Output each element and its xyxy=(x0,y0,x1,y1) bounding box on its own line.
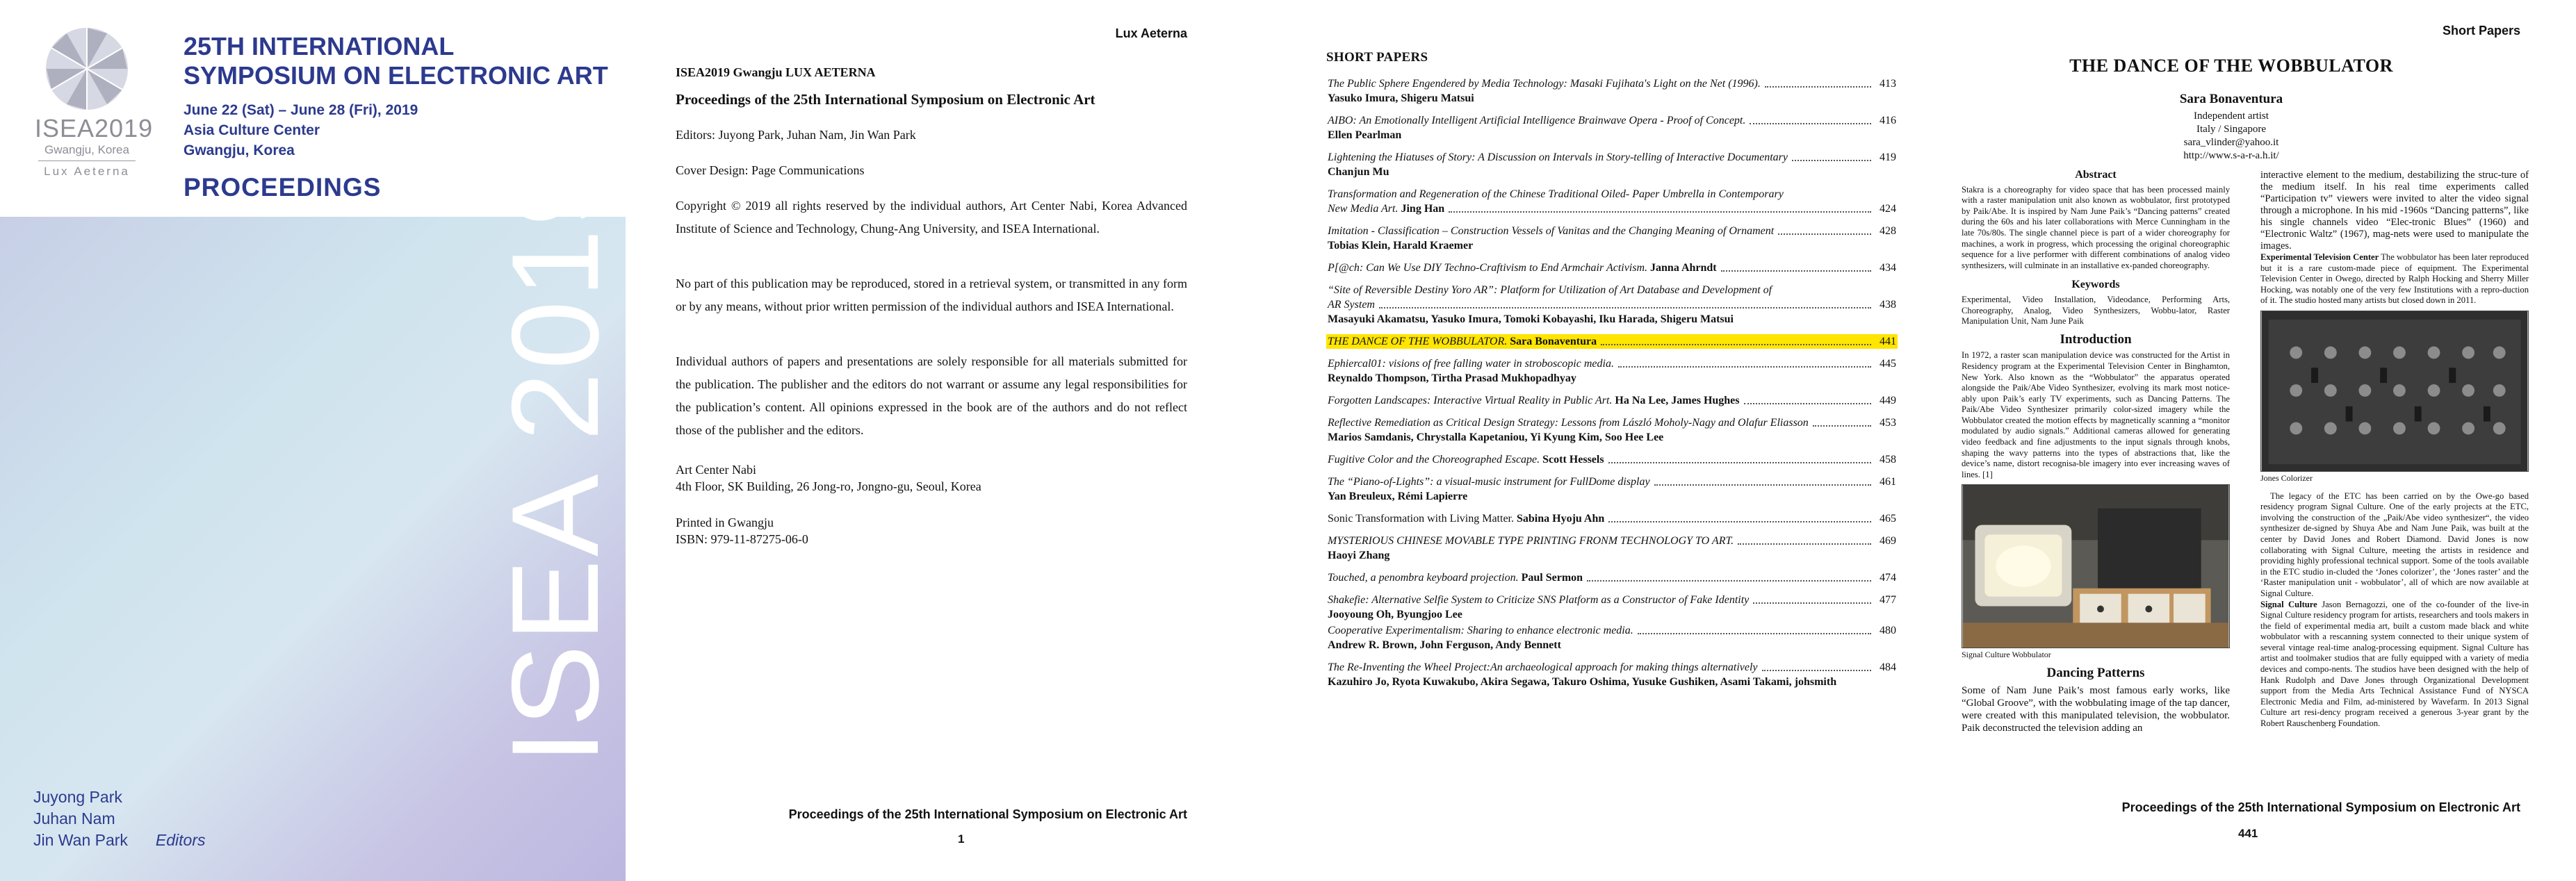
toc-leader-dots xyxy=(1618,366,1871,368)
cover-design-line: Cover Design: Page Communications xyxy=(676,163,865,177)
toc-entry[interactable] xyxy=(1326,393,1898,408)
cover-venue: Asia Culture Center xyxy=(184,122,320,138)
toc-entry-title: AR System xyxy=(1328,299,1375,311)
paper-page xyxy=(1898,0,2576,881)
contents-page xyxy=(1265,0,1898,881)
toc-leader-dots xyxy=(1762,670,1871,671)
toc-entry-author: Paul Sermon xyxy=(1521,572,1583,584)
photo-caption: Signal Culture Wobbulator xyxy=(1962,650,2051,660)
isea-logo xyxy=(35,25,154,179)
cover-big-year: ISEA 2019 xyxy=(486,154,624,764)
running-header: Lux Aeterna xyxy=(1115,26,1187,40)
responsibility-notice: Individual authors of papers and presentations are solely responsible for all materials submitted for the publication. The publisher and the editors do not warrant or assume any legal responsibilities for the publication’s content. All opinions expressed in the book are of the authors and do not reflect those of the publisher and the editors. xyxy=(676,354,1187,437)
toc-entry-title-line: Transformation and Regeneration of the Chinese Traditional Oiled- Paper Umbrella in Contemporary xyxy=(1328,188,1784,200)
toc-entry[interactable] xyxy=(1326,511,1898,526)
introduction-text: In 1972, a raster scan manipulation device was constructed for the Artist in Residency program at the Experimental Television Center in Binghamton, New York. Also known as the “Wobbulator” the apparatus operated alongside the Paik/Abe Video Synthesizer, evolving its mark most notice-ably upon Paik’s early TV experiments, such as Dancing Patterns. The Paik/Abe Video Synthesizer primarily color-sized imagery while the Wobbulator created the motion effects by magnetically scanning a “monitor modulated by audio signals.” Additional cameras allowed for generating video feedback and fine adjustments to the input signals through knobs, shaping the wavy patterns into the types of abstractions that, like the device’s name, distort recognisa-ble imagery into ever increasing waves of lines. [1] xyxy=(1962,350,2230,479)
editor-name: Juyong Park xyxy=(33,788,122,806)
toc-entry-title: Cooperative Experimentalism: Sharing to enhance electronic media. xyxy=(1328,625,1633,636)
toc-leader-dots xyxy=(1721,270,1871,272)
toc-entry[interactable] xyxy=(1326,283,1898,327)
toc-entry-authors: Tobias Klein, Harald Kraemer xyxy=(1328,240,1474,252)
toc-entry-page: 445 xyxy=(1880,358,1896,370)
dancing-patterns-heading: Dancing Patterns xyxy=(2046,666,2145,681)
toc-entry[interactable] xyxy=(1326,475,1898,504)
cover-dates: June 22 (Sat) – June 28 (Fri), 2019 xyxy=(184,102,418,118)
toc-entry-page: 424 xyxy=(1880,203,1896,215)
toc-entry[interactable] xyxy=(1326,261,1898,275)
page-footer: Proceedings of the 25th International Symposium on Electronic Art xyxy=(2121,800,2520,814)
toc-entry-title: AIBO: An Emotionally Intelligent Artificial Intelligence Brainwave Opera - Proof of Concept. xyxy=(1328,115,1746,126)
toc-entry-title: MYSTERIOUS CHINESE MOVABLE TYPE PRINTING FRONM TECHNOLOGY TO ART. xyxy=(1328,535,1734,547)
toc-entry-author: Jing Han xyxy=(1401,203,1445,215)
paper-title: THE DANCE OF THE WOBBULATOR xyxy=(2069,56,2393,76)
legacy-text: The legacy of the ETC has been carried on by the Owe-go based residency program Signal Culture. One of the early projects at the ETC, involving the construction of the „Paik/Abe video synthesizer“, the video synthesizer de-signed by Shuya Abe and Nam June Paik, was built at the center by David Jones and Robert Diamond. David Jones is now collaborating with Signal Culture, meeting the artists in residence and providing highly professional technical support. Some of the tools available in the ETC studio in-cluded the ‘Jones colorizer’, the ‘Jones raster’ and the ‘Raster manipulation unit - wobbulator’, all of which are now available at Signal Culture. xyxy=(2260,491,2529,598)
toc-entry[interactable] xyxy=(1326,76,1898,106)
cover-section-title: PROCEEDINGS xyxy=(184,173,382,201)
toc-leader-dots xyxy=(1778,233,1871,235)
proceedings-title: Proceedings of the 25th International Symposium on Electronic Art xyxy=(676,91,1095,108)
toc-entry-page: 438 xyxy=(1880,299,1896,311)
keywords-heading: Keywords xyxy=(2071,279,2120,291)
editors-line: Editors: Juyong Park, Juhan Nam, Jin Wan Park xyxy=(676,128,916,142)
toc-entry-authors: Reynaldo Thompson, Tirtha Prasad Mukhopadhyay xyxy=(1328,372,1576,384)
toc-entry-page: 428 xyxy=(1880,225,1896,237)
page-footer: Proceedings of the 25th International Symposium on Electronic Art xyxy=(788,807,1187,821)
toc-leader-dots xyxy=(1744,403,1871,404)
toc-entry-title: P[@ch: Can We Use DIY Techno-Craftivism to End Armchair Activism. xyxy=(1328,262,1648,274)
toc-entry-author: Sabina Hyoju Ahn xyxy=(1517,513,1605,525)
toc-entry[interactable] xyxy=(1326,187,1898,216)
toc-entry-title: The Re-Inventing the Wheel Project:An archaeological approach for making things alternatively xyxy=(1328,661,1758,673)
introduction-heading: Introduction xyxy=(2060,331,2132,347)
etc-runin-heading: Experimental Television Center xyxy=(2260,252,2379,262)
participation-text: interactive element to the medium, destabilizing the struc-ture of the medium itself. In his real time experiments called “Participation tv” viewers were invited to alter the video signal through a microphone. In his mid -1960s “Dancing patterns”, like his single channels video “Elec-tronic Blues” (1960) and “Electronic Waltz” (1967), mag-nets were used to manipulate the images. xyxy=(2260,170,2529,252)
toc-entry-author: Scott Hessels xyxy=(1542,454,1604,466)
editor-name: Juhan Nam xyxy=(33,809,115,828)
toc-entry-authors: Kazuhiro Jo, Ryota Kuwakubo, Akira Segawa, Takuro Oshima, Yusuke Gushiken, Asami Takami, johsmith xyxy=(1328,676,1837,688)
toc-entry-authors: Ellen Pearlman xyxy=(1328,129,1402,141)
copyright-body xyxy=(676,61,1187,547)
cover-editors xyxy=(33,787,206,851)
toc-entry-title: The Public Sphere Engendered by Media Technology: Masaki Fujihata's Light on the Net (1996). xyxy=(1328,78,1761,90)
toc-entry[interactable] xyxy=(1326,415,1898,445)
toc-entry[interactable] xyxy=(1326,452,1898,467)
toc-leader-dots xyxy=(1792,160,1871,161)
editor-name: Jin Wan Park xyxy=(33,831,128,849)
toc-leader-dots xyxy=(1738,543,1871,545)
paper-author: Sara Bonaventura xyxy=(2179,92,2283,106)
isbn-line: ISBN: 979-11-87275-06-0 xyxy=(676,532,808,546)
toc-entry-page: 461 xyxy=(1880,476,1896,488)
isea-logo-mark-icon xyxy=(43,25,131,113)
signal-culture-text: Jason Bernagozzi, one of the co-founder of the live-in Signal Culture residency program for artists, researchers and tools makers in the field of experimental media art, built a custom made black and white wobbulator with a rescanning system connected to their unique system of several vintage real-time analog-processing equipment. Signal Culture has artist and toolmaker studios that are fully equipped with a variety of media devices and compo-nents. The studios have been designed with the help of Hank Rudolph and Dave Jones through Organizational Development support from the Media Arts Technical Assistance Fund of NYSCA Electronic Media and Film, ad-ministered by Wavefarm. In 2013 Signal Culture art resi-dency program received a generous 3-year grant by the Robert Rauschenberg Foundation. xyxy=(2260,599,2529,729)
toc-leader-dots xyxy=(1608,462,1871,463)
wobbulator-photo xyxy=(1962,484,2230,648)
toc-leader-dots xyxy=(1765,86,1871,88)
toc-entry-title: Ephiercal01: visions of free falling water in stroboscopic media. xyxy=(1328,358,1614,370)
toc-entry-page: 441 xyxy=(1880,336,1896,347)
logo-location: Gwangju, Korea xyxy=(44,143,129,156)
abstract-text: Stakra is a choreography for video space that has been processed mainly with a raster manipulation unit also known as wobbulator, first prototyped by Paik/Abe. It is inspired by Nam June Paik’s “Dancing patterns” created during the 60s and his later collaborations with Merce Cunningham in the late 70s/80s. The single channel piece is part of a wider choreography for machines, a work in progress, which processing the original choreographic sequence for a live performer with different combinations of analog video synthesizers, will culminate in an installative ex-panded choreography. xyxy=(1962,184,2230,270)
toc-entry-title: Touched, a penombra keyboard projection. xyxy=(1328,572,1519,584)
toc-entry-authors: Marios Samdanis, Chrystalla Kapetaniou, Yi Kyung Kim, Soo Hee Lee xyxy=(1328,431,1664,443)
toc-entry[interactable] xyxy=(1326,356,1898,386)
toc-entry-title: THE DANCE OF THE WOBBULATOR. xyxy=(1328,336,1508,347)
toc-entry-title: Sonic Transformation with Living Matter. xyxy=(1328,513,1514,525)
toc-entry-authors: Chanjun Mu xyxy=(1328,166,1389,178)
toc-entry-page: 416 xyxy=(1880,115,1896,126)
copyright-page xyxy=(626,0,1265,881)
author-email[interactable]: sara_vlinder@yahoo.it xyxy=(2183,137,2279,148)
toc-leader-dots xyxy=(1587,580,1871,582)
cover-title-line2: SYMPOSIUM ON ELECTRONIC ART xyxy=(184,61,608,90)
cover-title-line1: 25TH INTERNATIONAL xyxy=(184,32,455,60)
toc-leader-dots xyxy=(1654,484,1871,486)
toc-entry-title: Lightening the Hiatuses of Story: A Discussion on Intervals in Story-telling of Interactive Documentary xyxy=(1328,151,1788,163)
toc-entry-page: 480 xyxy=(1880,625,1896,636)
toc-entry-page: 458 xyxy=(1880,454,1896,466)
author-affiliation-block xyxy=(1960,110,2502,163)
logo-divider xyxy=(38,160,136,161)
jones-colorizer-photo xyxy=(2260,311,2529,472)
toc-entry-authors: Yan Breuleux, Rémi Lapierre xyxy=(1328,491,1468,502)
toc-entry-title: New Media Art. xyxy=(1328,203,1399,215)
toc-entry[interactable] xyxy=(1326,150,1898,179)
toc-leader-dots xyxy=(1608,521,1871,522)
dancing-patterns-text: Some of Nam June Paik’s most famous early works, like “Global Groove”, with the wobbulating image of the tap dancer, were created with this manipulated television, the wobbulator. Paik deconstructed the television adding an xyxy=(1962,684,2230,734)
photo-caption: Jones Colorizer xyxy=(2260,472,2313,483)
toc-entry-title: Forgotten Landscapes: Interactive Virtual Reality in Public Art. xyxy=(1328,395,1613,406)
reproduction-notice: No part of this publication may be reproduced, stored in a retrieval system, or transmitted in any form or by any means, without prior written permission of the individual authors and ISEA International. xyxy=(676,277,1187,313)
toc-entry-title: Shakefie: Alternative Selfie System to Criticize SNS Platform as a Constructor of Fake Identity xyxy=(1328,594,1750,606)
editors-role: Editors xyxy=(155,831,206,849)
printed-line: Printed in Gwangju xyxy=(676,516,774,529)
toc-entry-authors: Yasuko Imura, Shigeru Matsui xyxy=(1328,92,1474,104)
toc-entry-page: 453 xyxy=(1880,417,1896,429)
toc-entry-page: 449 xyxy=(1880,395,1896,406)
toc-entry-page: 419 xyxy=(1880,151,1896,163)
contents-heading: SHORT PAPERS xyxy=(1326,50,1428,65)
toc-entry-authors: Andrew R. Brown, John Ferguson, Andy Bennett xyxy=(1328,639,1561,651)
toc-entry[interactable] xyxy=(1326,660,1898,689)
toc-leader-dots xyxy=(1813,425,1871,427)
logo-theme: Lux Aeterna xyxy=(44,165,130,178)
author-affiliation: Independent artist xyxy=(2194,110,2269,122)
toc-entry-title-line: “Site of Reversible Destiny Yoro AR”: Platform for Utilization of Art Database and Development of xyxy=(1328,284,1772,296)
toc-entry-title: Fugitive Color and the Choreographed Escape. xyxy=(1328,454,1540,466)
cover-city: Gwangju, Korea xyxy=(184,142,295,158)
running-header: Short Papers xyxy=(2442,24,2520,38)
toc-entry[interactable] xyxy=(1326,623,1898,652)
toc-entry-page: 434 xyxy=(1880,262,1896,274)
toc-entry[interactable] xyxy=(1326,334,1898,349)
toc-entry-page: 413 xyxy=(1880,78,1896,90)
toc-leader-dots xyxy=(1753,602,1871,604)
paper-column-right xyxy=(2260,170,2529,730)
toc-entry[interactable] xyxy=(1326,224,1898,253)
toc-leader-dots xyxy=(1379,307,1871,308)
paper-column-left xyxy=(1962,170,2230,734)
toc-entry-title: Imitation - Classification – Construction Vessels of Vanitas and the Changing Meaning of Ornament xyxy=(1328,225,1775,237)
copyright-notice: Copyright © 2019 all rights reserved by the individual authors, Art Center Nabi, Korea Advanced Institute of Science and Technology, Chung-Ang University, and ISEA International. xyxy=(676,199,1187,236)
toc-leader-dots xyxy=(1638,633,1871,634)
publisher-address: 4th Floor, SK Building, 26 Jong-ro, Jongno-gu, Seoul, Korea xyxy=(676,479,981,493)
toc-entry[interactable] xyxy=(1326,534,1898,563)
keywords-text: Experimental, Video Installation, Videodance, Performing Arts, Choreography, Analog, Video Synthesizers, Wobbu-lator, Raster Manipulation Unit, Nam June Paik xyxy=(1962,294,2230,327)
etc-text: The wobbulator has been later reproduced but it is a rare custom-made piece of equipment. The Experimental Television Center in Owego, directed by Ralph Hocking and Sherry Miller Hocking, was notably one of the very few Institutions with a repro-duction of it. The studio hosted many artists but closed down in 2011. xyxy=(2260,252,2529,306)
toc-entry-page: 474 xyxy=(1880,572,1896,584)
toc-entry[interactable] xyxy=(1326,593,1898,622)
toc-leader-dots xyxy=(1750,123,1871,124)
toc-entry[interactable] xyxy=(1326,113,1898,142)
toc-entry-author: Ha Na Lee, James Hughes xyxy=(1615,395,1740,406)
contents-list xyxy=(1326,76,1898,697)
toc-entry-page: 465 xyxy=(1880,513,1896,525)
toc-entry-authors: Masayuki Akamatsu, Yasuko Imura, Tomoki Kobayashi, Iku Harada, Shigeru Matsui xyxy=(1328,313,1734,325)
toc-leader-dots xyxy=(1449,211,1871,213)
cover-page xyxy=(0,0,626,881)
toc-entry[interactable] xyxy=(1326,570,1898,585)
toc-entry-page: 469 xyxy=(1880,535,1896,547)
toc-entry-title: The “Piano-of-Lights”: a visual-music instrument for FullDome display xyxy=(1328,476,1650,488)
toc-entry-page: 477 xyxy=(1880,594,1896,606)
series-line: ISEA2019 Gwangju LUX AETERNA xyxy=(676,65,876,79)
abstract-heading: Abstract xyxy=(2075,169,2117,181)
toc-entry-author: Sara Bonaventura xyxy=(1510,336,1597,347)
toc-entry-author: Janna Ahrndt xyxy=(1650,262,1717,274)
toc-leader-dots xyxy=(1601,344,1871,345)
page-number: 441 xyxy=(2238,827,2258,840)
author-url[interactable]: http://www.s-a-r-a.h.it/ xyxy=(2183,150,2279,161)
page-number: 1 xyxy=(958,832,965,846)
toc-entry-title: Reflective Remediation as Critical Design Strategy: Lessons from László Moholy-Nagy and Olafur Eliasson xyxy=(1328,417,1809,429)
publisher-name: Art Center Nabi xyxy=(676,463,756,477)
signal-culture-runin-heading: Signal Culture xyxy=(2260,599,2317,609)
logo-name: ISEA2019 xyxy=(35,114,154,142)
toc-entry-page: 484 xyxy=(1880,661,1896,673)
toc-entry-authors: Haoyi Zhang xyxy=(1328,550,1390,561)
toc-entry-authors: Jooyoung Oh, Byungjoo Lee xyxy=(1328,609,1462,620)
author-location: Italy / Singapore xyxy=(2196,124,2266,135)
